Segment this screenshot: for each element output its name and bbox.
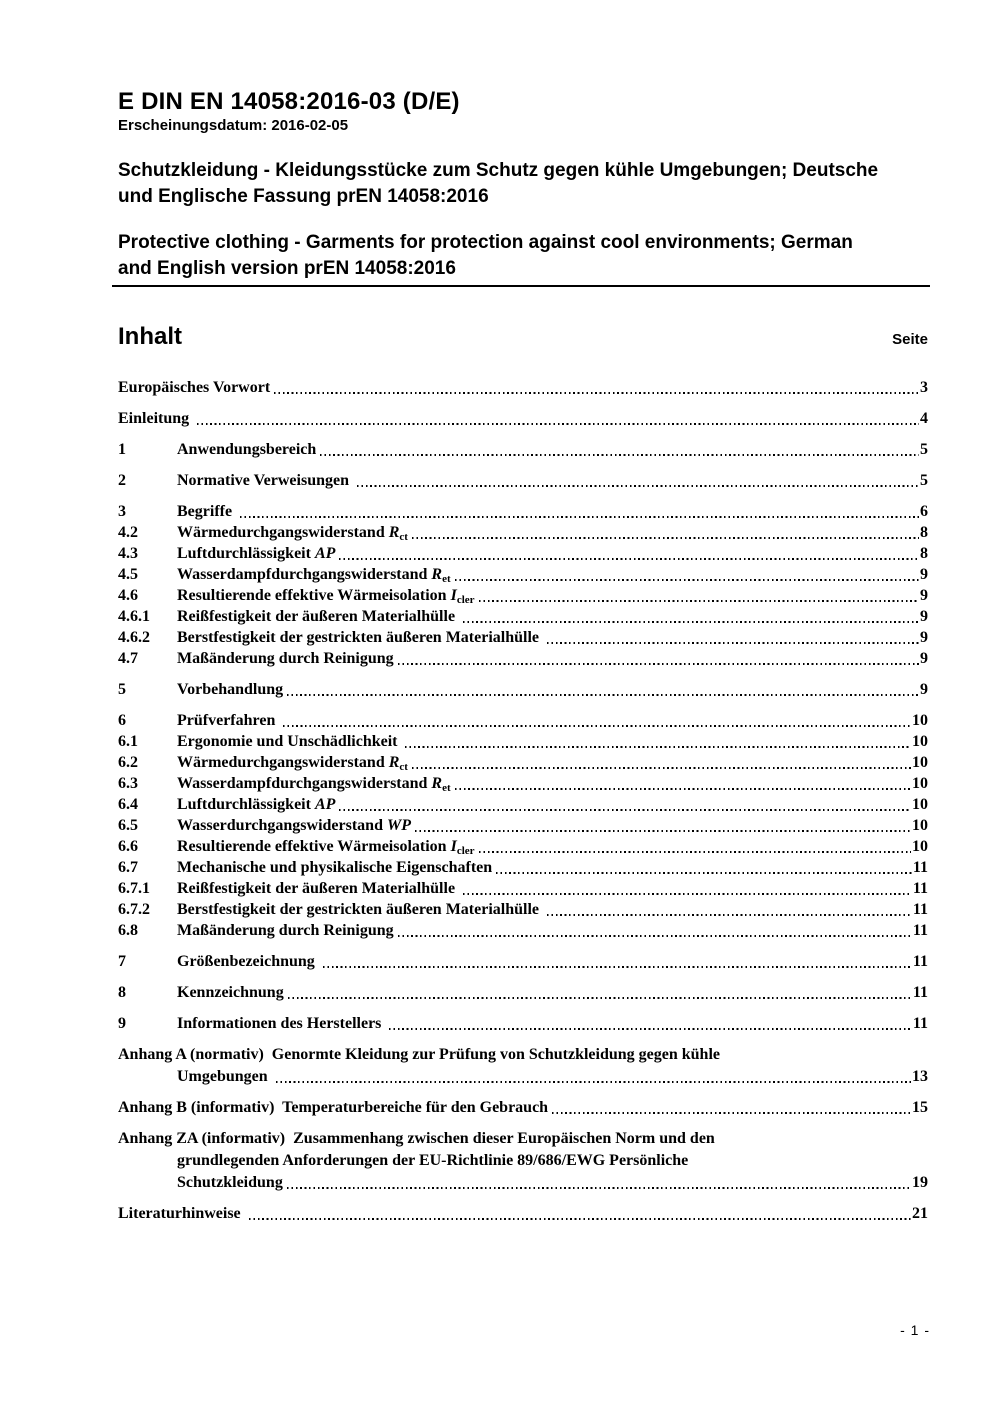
toc-entry-line (118, 773, 928, 794)
toc-entry-title: Maßänderung durch Reinigung (177, 922, 394, 939)
toc-entry-title: Mechanische und physikalische Eigenschaften (177, 859, 493, 876)
toc-dot-leader (547, 642, 919, 644)
toc-entry-number: 4.6.1 (118, 608, 150, 625)
toc-entry (118, 1097, 928, 1118)
toc-entry (118, 1128, 928, 1193)
toc-entry-title: Einleitung (118, 410, 194, 427)
toc-entry-title: Berstfestigkeit der gestrickten äußeren Materialhülle (177, 629, 543, 646)
toc-dot-leader (479, 600, 919, 602)
toc-entry (118, 1044, 928, 1087)
toc-entry-page: 9 (920, 566, 928, 583)
toc-dot-leader (283, 725, 911, 727)
toc-entry (118, 377, 928, 398)
toc-entry-symbol (387, 815, 411, 836)
toc-dot-leader (405, 746, 911, 748)
toc-entry-number: 4.3 (118, 545, 138, 562)
toc-entry-page: 10 (912, 838, 928, 855)
toc-dot-leader (323, 966, 912, 968)
toc-entry-number: 6.7 (118, 859, 138, 876)
toc-entry-page: 10 (912, 796, 928, 813)
toc-entry-title: Wärmedurchgangswiderstand (177, 524, 389, 541)
toc-entry-page: 21 (912, 1205, 928, 1222)
toc-entry-line (118, 794, 928, 815)
toc-entry-page: 10 (912, 754, 928, 771)
toc-entry (118, 731, 928, 752)
toc-entry (118, 408, 928, 429)
toc-entry (118, 679, 928, 700)
toc-entry (118, 982, 928, 1003)
page-content (118, 0, 928, 1224)
toc-entry (118, 836, 928, 857)
toc-entry-text-line: Anhang ZA (informativ) Zusammenhang zwischen dieser Europäischen Norm und den (118, 1130, 715, 1147)
toc-entry-number: 6.7.1 (118, 880, 150, 897)
symbol-subscript: ct (399, 531, 408, 543)
toc-entry (118, 501, 928, 522)
toc-entry-page: 11 (912, 901, 928, 918)
toc-dot-leader (249, 1218, 911, 1220)
toc-entry-page: 6 (920, 503, 928, 520)
toc-entry-number: 4.6.2 (118, 629, 150, 646)
toc-entry-page: 15 (912, 1099, 928, 1116)
symbol-base: R (388, 754, 400, 771)
toc-entry-line (118, 501, 928, 522)
toc-header-row (118, 323, 928, 351)
toc-dot-leader (455, 788, 911, 790)
symbol-base: AP (314, 796, 336, 813)
toc-dot-leader (320, 454, 919, 456)
toc-entry-page: 9 (920, 587, 928, 604)
toc-entry-title: Anhang B (informativ) Temperaturbereiche für den Gebrauch (118, 1099, 549, 1116)
toc-entry-text-line: Anhang A (normativ) Genormte Kleidung zur Prüfung von Schutzkleidung gegen kühle (118, 1046, 720, 1063)
toc-entry (118, 585, 928, 606)
symbol-base: I (450, 587, 457, 604)
toc-entry-title: Wasserdampfdurchgangswiderstand (177, 775, 432, 792)
toc-entry-number: 4.6 (118, 587, 138, 604)
toc-entry-page: 11 (912, 922, 928, 939)
toc-entry-line (118, 920, 928, 941)
toc-entry-title: Anwendungsbereich (177, 441, 317, 458)
title-german (118, 158, 928, 210)
title-german-line-1: Schutzkleidung - Kleidungsstücke zum Schutz gegen kühle Umgebungen; Deutsche (118, 160, 879, 181)
toc-entry-number: 8 (118, 984, 126, 1001)
toc-entry-line (118, 899, 928, 920)
toc-entry-title: Ergonomie und Unschädlichkeit (177, 733, 402, 750)
toc-entry-page: 9 (920, 650, 928, 667)
title-english (118, 230, 928, 282)
toc-dot-leader (552, 1112, 911, 1114)
toc-entry-title: Kennzeichnung (177, 984, 284, 1001)
toc-entry (118, 439, 928, 460)
toc-entry-number: 3 (118, 503, 126, 520)
toc-dot-leader (463, 621, 919, 623)
toc-entry-page: 13 (912, 1068, 928, 1085)
symbol-base: R (431, 566, 443, 583)
toc-entry-page: 8 (920, 545, 928, 562)
toc-entry-line (118, 1013, 928, 1034)
toc-entry (118, 606, 928, 627)
toc-entry-page: 9 (920, 681, 928, 698)
toc-entry-number: 9 (118, 1015, 126, 1032)
toc-entry (118, 564, 928, 585)
doc-number: E DIN EN 14058:2016-03 (D/E) (118, 88, 460, 115)
toc-entry-number: 6.8 (118, 922, 138, 939)
toc-entry-title: Maßänderung durch Reinigung (177, 650, 394, 667)
toc-entry-number: 4.7 (118, 650, 138, 667)
toc-entry (118, 648, 928, 669)
toc-entry-line (118, 377, 928, 398)
toc-entry-line (118, 627, 928, 648)
toc-entry-page: 10 (912, 775, 928, 792)
toc-entry-line (118, 679, 928, 700)
toc-entry-title: Resultierende effektive Wärmeisolation (177, 587, 451, 604)
toc-entry-number: 6.2 (118, 754, 138, 771)
toc-entry-title: Luftdurchlässigkeit (177, 796, 315, 813)
toc-entry (118, 1013, 928, 1034)
toc-entry-page: 19 (912, 1174, 928, 1191)
toc-entry (118, 543, 928, 564)
toc-entry-page: 4 (920, 410, 928, 427)
toc-entry-title: Schutzkleidung (177, 1174, 283, 1191)
toc-dot-leader (240, 516, 919, 518)
toc-entry-line (118, 815, 928, 836)
toc-entry-number: 2 (118, 472, 126, 489)
toc-dot-leader (412, 767, 911, 769)
title-german-line-2: und Englische Fassung prEN 14058:2016 (118, 186, 489, 207)
toc-entry-line (118, 1097, 928, 1118)
toc-entry-page: 11 (912, 1015, 928, 1032)
toc-dot-leader (276, 1081, 911, 1083)
toc-entry-line (118, 1172, 928, 1193)
title-english-line-1: Protective clothing - Garments for protection against cool environments; German (118, 232, 853, 253)
symbol-subscript: et (442, 573, 451, 585)
toc-dot-leader (389, 1028, 911, 1030)
toc-entry-page: 8 (920, 524, 928, 541)
toc-entry (118, 1203, 928, 1224)
toc-entry-number: 6.6 (118, 838, 138, 855)
toc-entry-number: 6.1 (118, 733, 138, 750)
toc-entry-title: Wasserdurchgangswiderstand (177, 817, 387, 834)
toc-entry-symbol (389, 752, 408, 773)
toc-entry-symbol (431, 773, 450, 794)
toc-entry (118, 773, 928, 794)
toc-dot-leader (287, 694, 919, 696)
toc-entry-text-line: grundlegenden Anforderungen der EU-Richtlinie 89/686/EWG Persönliche (177, 1152, 689, 1169)
toc-entry-title: Informationen des Herstellers (177, 1015, 386, 1032)
toc-entry-line (118, 564, 928, 585)
toc-entry-number: 6.5 (118, 817, 138, 834)
symbol-subscript: cler (456, 845, 475, 857)
toc-entry-title: Luftdurchlässigkeit (177, 545, 315, 562)
toc-entry-line (118, 836, 928, 857)
toc-entry (118, 522, 928, 543)
toc-entry-line (118, 648, 928, 669)
toc-entry-number: 7 (118, 953, 126, 970)
toc-dot-leader (455, 579, 919, 581)
toc-entry-title: Normative Verweisungen (177, 472, 353, 489)
symbol-subscript: ct (399, 761, 408, 773)
symbol-base: R (431, 775, 443, 792)
toc-entry-line (118, 710, 928, 731)
divider-rule (112, 285, 930, 287)
toc-entry-page: 5 (920, 472, 928, 489)
toc-page-column-label: Seite (892, 331, 928, 348)
symbol-base: AP (314, 545, 336, 562)
toc-entry-symbol (315, 543, 335, 564)
toc-entry-number: 6 (118, 712, 126, 729)
toc-entry-line (118, 606, 928, 627)
toc-entry-line (118, 408, 928, 429)
toc-entry-title: Vorbehandlung (177, 681, 284, 698)
toc-entry-title: Europäisches Vorwort (118, 379, 271, 396)
toc-entry (118, 794, 928, 815)
toc-heading: Inhalt (118, 323, 182, 350)
toc-entry-title: Reißfestigkeit der äußeren Materialhülle (177, 880, 460, 897)
toc-dot-leader (415, 830, 911, 832)
toc-dot-leader (547, 914, 912, 916)
toc-dot-leader (288, 997, 912, 999)
toc-entry-symbol (315, 794, 335, 815)
toc-dot-leader (496, 872, 912, 874)
toc-entry-number: 6.7.2 (118, 901, 150, 918)
toc-entry-number: 5 (118, 681, 126, 698)
toc-entry-title: Reißfestigkeit der äußeren Materialhülle (177, 608, 460, 625)
toc-entry (118, 627, 928, 648)
toc-entry-title: Resultierende effektive Wärmeisolation (177, 838, 451, 855)
toc-entry-number: 4.5 (118, 566, 138, 583)
toc-entry-number: 6.4 (118, 796, 138, 813)
publication-date: Erscheinungsdatum: 2016-02-05 (118, 117, 349, 134)
toc-entry-line (118, 543, 928, 564)
page-number-footer: - 1 - (900, 1322, 930, 1338)
toc-entry-line (118, 878, 928, 899)
toc-entry-line (118, 857, 928, 878)
toc-entry-page: 11 (912, 953, 928, 970)
toc-entry (118, 815, 928, 836)
symbol-subscript: cler (456, 594, 475, 606)
toc-entry-page: 10 (912, 712, 928, 729)
title-english-line-2: and English version prEN 14058:2016 (118, 258, 456, 279)
toc-dot-leader (339, 558, 919, 560)
toc-entry-number: 1 (118, 441, 126, 458)
toc-entry-title: Wärmedurchgangswiderstand (177, 754, 389, 771)
toc-entry-title: Berstfestigkeit der gestrickten äußeren Materialhülle (177, 901, 543, 918)
toc-entry-page: 10 (912, 733, 928, 750)
toc-entry-page: 5 (920, 441, 928, 458)
toc-list (118, 377, 928, 1224)
toc-entry (118, 899, 928, 920)
toc-entry (118, 470, 928, 491)
toc-entry-page: 11 (912, 984, 928, 1001)
toc-entry-page: 11 (912, 859, 928, 876)
toc-entry-line (118, 585, 928, 606)
toc-entry-page: 3 (920, 379, 928, 396)
toc-entry-line (118, 731, 928, 752)
toc-entry-page: 11 (912, 880, 928, 897)
toc-dot-leader (357, 485, 919, 487)
toc-entry-page: 9 (920, 629, 928, 646)
toc-entry (118, 857, 928, 878)
toc-dot-leader (479, 851, 911, 853)
symbol-base: WP (386, 817, 411, 834)
toc-dot-leader (197, 423, 919, 425)
toc-dot-leader (463, 893, 912, 895)
toc-entry-title: Umgebungen (177, 1068, 272, 1085)
toc-entry-line (118, 752, 928, 773)
symbol-base: R (388, 524, 400, 541)
toc-entry (118, 752, 928, 773)
toc-entry-line (118, 1066, 928, 1087)
toc-entry-line (118, 522, 928, 543)
toc-entry-title: Prüfverfahren (177, 712, 280, 729)
toc-entry-title: Größenbezeichnung (177, 953, 319, 970)
toc-dot-leader (339, 809, 911, 811)
toc-entry-title: Wasserdampfdurchgangswiderstand (177, 566, 432, 583)
toc-entry-title: Begriffe (177, 503, 237, 520)
toc-entry-symbol (389, 522, 408, 543)
toc-entry (118, 951, 928, 972)
toc-entry (118, 878, 928, 899)
toc-entry-line (118, 439, 928, 460)
toc-entry-page: 10 (912, 817, 928, 834)
toc-entry-line (118, 1203, 928, 1224)
toc-dot-leader (287, 1187, 911, 1189)
toc-dot-leader (398, 663, 919, 665)
toc-dot-leader (274, 392, 919, 394)
toc-entry-symbol (451, 585, 475, 606)
toc-dot-leader (412, 537, 919, 539)
toc-entry-title: Literaturhinweise (118, 1205, 245, 1222)
toc-entry-number: 6.3 (118, 775, 138, 792)
symbol-base: I (450, 838, 457, 855)
toc-entry-symbol (451, 836, 475, 857)
toc-entry-line (118, 951, 928, 972)
symbol-subscript: et (442, 782, 451, 794)
toc-entry-line (118, 470, 928, 491)
toc-entry-line (118, 982, 928, 1003)
toc-dot-leader (398, 935, 912, 937)
toc-entry-symbol (431, 564, 450, 585)
toc-entry-number: 4.2 (118, 524, 138, 541)
toc-entry (118, 920, 928, 941)
toc-entry-page: 9 (920, 608, 928, 625)
toc-entry (118, 710, 928, 731)
